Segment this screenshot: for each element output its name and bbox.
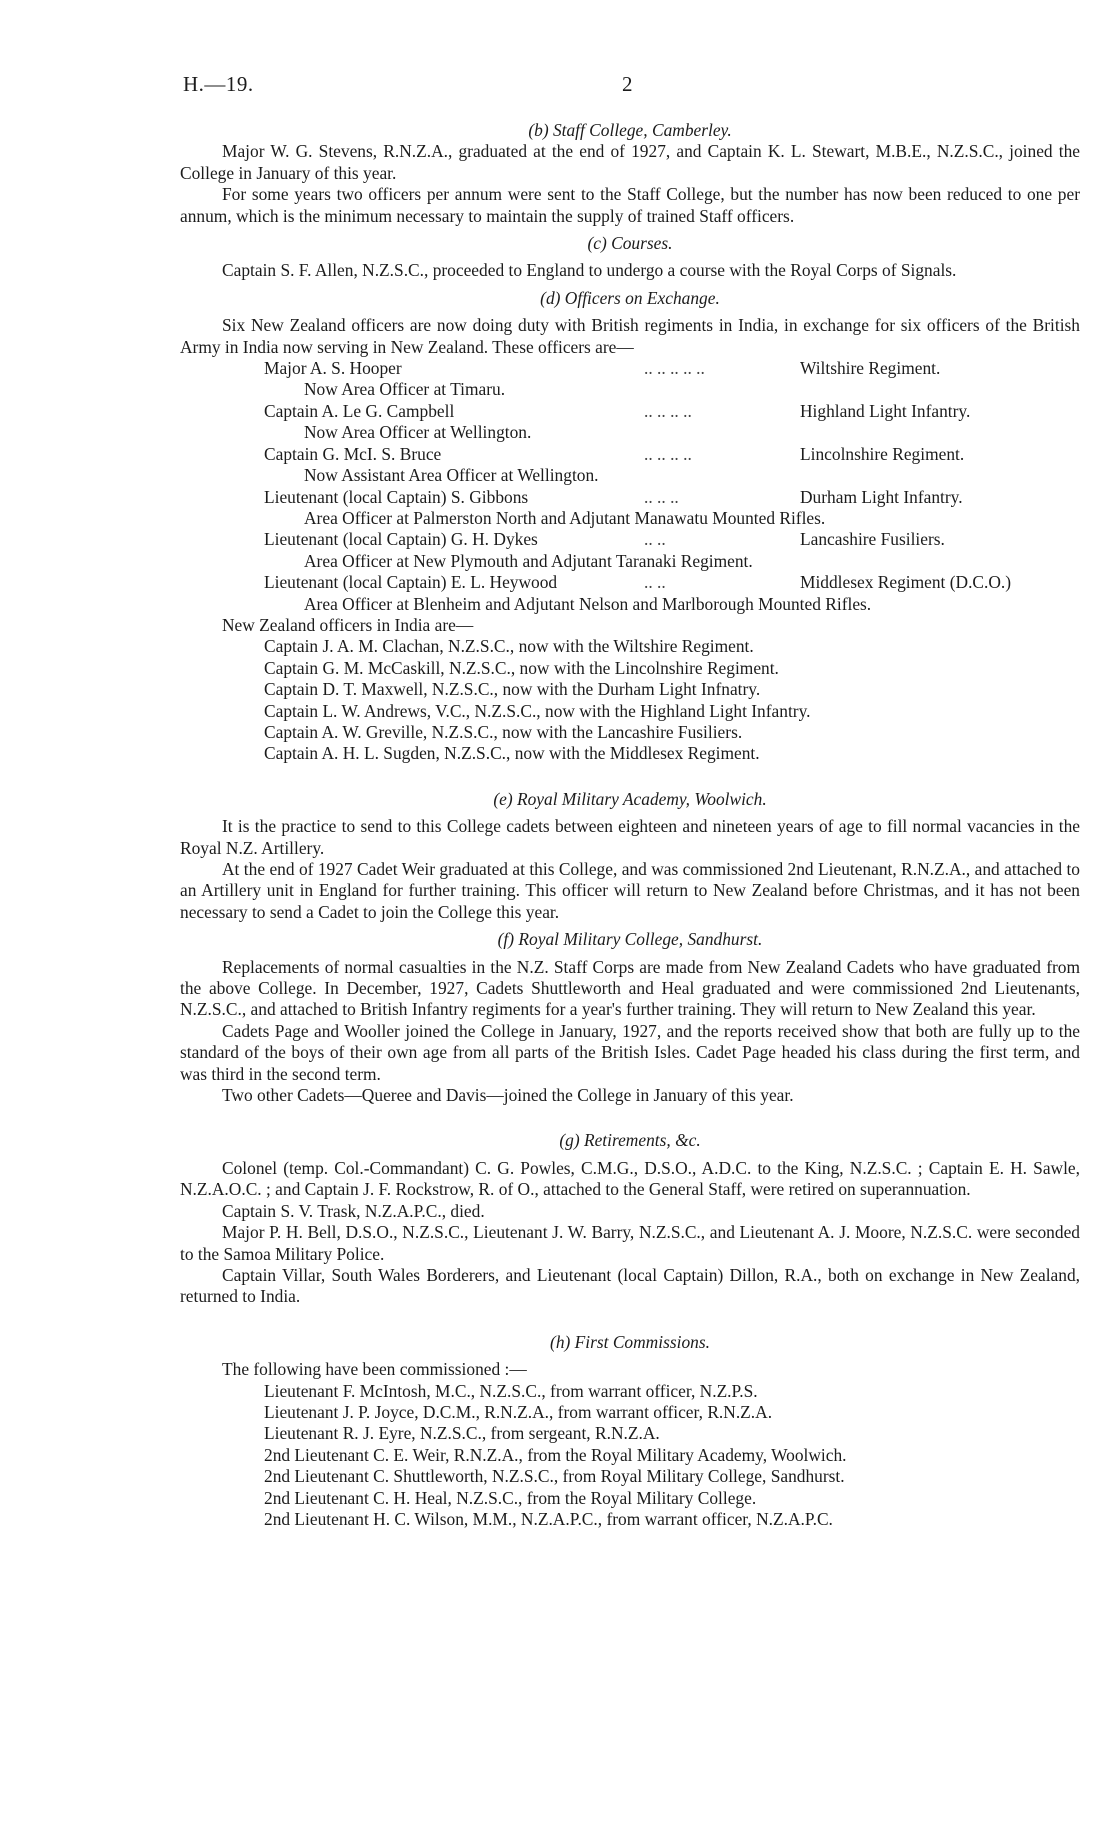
officer-name: Lieutenant (local Captain) G. H. Dykes xyxy=(264,529,538,550)
leader-dots: .. .. xyxy=(644,529,666,550)
list-item: Lieutenant R. J. Eyre, N.Z.S.C., from sergeant, R.N.Z.A. xyxy=(264,1423,660,1444)
paragraph: Captain S. F. Allen, N.Z.S.C., proceeded to England to undergo a course with the Royal Corps of Signals. xyxy=(222,260,957,281)
regiment-name: Lincolnshire Regiment. xyxy=(800,443,965,464)
section-woolwich xyxy=(180,789,1080,923)
list-item: Captain A. H. L. Sugden, N.Z.S.C., now with the Middlesex Regiment. xyxy=(264,743,760,764)
exchange-officer-entry xyxy=(180,529,1080,572)
list-item: 2nd Lieutenant H. C. Wilson, M.M., N.Z.A.P.C., from warrant officer, N.Z.A.P.C. xyxy=(264,1508,833,1529)
officer-name: Major A. S. Hooper xyxy=(264,358,402,379)
officer-name: Lieutenant (local Captain) S. Gibbons xyxy=(264,486,529,507)
list-item: Captain A. W. Greville, N.Z.S.C., now with the Lancashire Fusiliers. xyxy=(264,721,743,742)
officer-posting: Area Officer at Palmerston North and Adjutant Manawatu Mounted Rifles. xyxy=(304,507,826,528)
exchange-officer-entry xyxy=(180,487,1080,530)
exchange-officer-entry xyxy=(180,444,1080,487)
list-item: 2nd Lieutenant C. Shuttleworth, N.Z.S.C., from Royal Military College, Sandhurst. xyxy=(264,1466,845,1487)
list-item: 2nd Lieutenant C. E. Weir, R.N.Z.A., from the Royal Military Academy, Woolwich. xyxy=(264,1444,847,1465)
section-heading: (h) First Commissions. xyxy=(550,1331,710,1352)
leader-dots: .. .. xyxy=(644,572,666,593)
paragraph: Two other Cadets—Queree and Davis—joined the College in January of this year. xyxy=(222,1085,794,1106)
paragraph: Major P. H. Bell, D.S.O., N.Z.S.C., Lieutenant J. W. Barry, N.Z.S.C., and Lieutenant A. J. Moore, N.Z.S.C. were seconded to the Samoa Military Police. xyxy=(180,1222,1080,1264)
document-body xyxy=(180,120,1080,1530)
officer-name: Lieutenant (local Captain) E. L. Heywood xyxy=(264,572,558,593)
officer-posting: Area Officer at Blenheim and Adjutant Nelson and Marlborough Mounted Rifles. xyxy=(304,593,872,614)
section-retirements xyxy=(180,1130,1080,1307)
leader-dots: .. .. .. .. .. xyxy=(644,358,705,379)
section-heading: (b) Staff College, Camberley. xyxy=(528,120,732,140)
nz-officers-intro: New Zealand officers in India are— xyxy=(222,614,474,635)
paragraph: Captain Villar, South Wales Borderers, and Lieutenant (local Captain) Dillon, R.A., both on exchange in New Zealand, returned to India. xyxy=(180,1264,1080,1307)
page-number: 2 xyxy=(622,72,633,96)
section-heading: (f) Royal Military College, Sandhurst. xyxy=(497,929,763,950)
list-item: Captain J. A. M. Clachan, N.Z.S.C., now with the Wiltshire Regiment. xyxy=(264,636,754,657)
list-item: Captain G. M. McCaskill, N.Z.S.C., now with the Lincolnshire Regiment. xyxy=(264,657,779,678)
paragraph: At the end of 1927 Cadet Weir graduated at this College, and was commissioned 2nd Lieutenant, R.N.Z.A., and attached to an Artillery unit in England for further training. This officer will return to New Zealand before Christmas, and it has not been necessary to send a Cadet to join the College this year. xyxy=(180,859,1080,922)
regiment-name: Wiltshire Regiment. xyxy=(800,358,941,379)
officer-posting: Now Area Officer at Wellington. xyxy=(304,422,532,443)
section-officers-on-exchange xyxy=(180,288,1080,765)
officer-posting: Area Officer at New Plymouth and Adjutant Taranaki Regiment. xyxy=(304,550,753,571)
list-item: Captain L. W. Andrews, V.C., N.Z.S.C., now with the Highland Light Infantry. xyxy=(264,700,811,721)
paragraph: Major W. G. Stevens, R.N.Z.A., graduated at the end of 1927, and Captain K. L. Stewart, M.B.E., N.Z.S.C., joined the College in January of this year. xyxy=(180,141,1080,183)
leader-dots: .. .. .. .. xyxy=(644,443,692,464)
leader-dots: .. .. .. xyxy=(644,486,679,507)
regiment-name: Lancashire Fusiliers. xyxy=(800,529,945,550)
exchange-officer-entry xyxy=(180,572,1080,615)
regiment-name: Highland Light Infantry. xyxy=(800,400,971,421)
list-item: Lieutenant J. P. Joyce, D.C.M., R.N.Z.A., from warrant officer, R.N.Z.A. xyxy=(264,1401,773,1422)
section-heading: (d) Officers on Exchange. xyxy=(540,287,720,308)
list-item: Lieutenant F. McIntosh, M.C., N.Z.S.C., from warrant officer, N.Z.P.S. xyxy=(264,1380,758,1401)
section-heading: (g) Retirements, &c. xyxy=(559,1130,701,1151)
officer-posting: Now Assistant Area Officer at Wellington. xyxy=(304,465,599,486)
regiment-name: Middlesex Regiment (D.C.O.) xyxy=(800,572,1012,593)
paragraph: Replacements of normal casualties in the N.Z. Staff Corps are made from New Zealand Cadets who have graduated from the above College. In December, 1927, Cadets Shuttleworth and Heal graduated and were commissioned 2nd Lieutenants, N.Z.S.C., and attached to British Infantry regiments for a year's further training. They will return to New Zealand this year. xyxy=(180,956,1080,1020)
section-first-commissions xyxy=(180,1332,1080,1531)
list-item: Captain D. T. Maxwell, N.Z.S.C., now with the Durham Light Infnatry. xyxy=(264,679,761,700)
section-staff-college xyxy=(180,120,1080,227)
list-item: 2nd Lieutenant C. H. Heal, N.Z.S.C., from the Royal Military College. xyxy=(264,1487,757,1508)
paragraph: Captain S. V. Trask, N.Z.A.P.C., died. xyxy=(222,1200,485,1221)
paragraph: For some years two officers per annum were sent to the Staff College, but the number has now been reduced to one per annum, which is the minimum necessary to maintain the supply of trained Staff officers. xyxy=(180,184,1080,226)
commissions-intro: The following have been commissioned :— xyxy=(222,1359,527,1380)
officer-name: Captain A. Le G. Campbell xyxy=(264,400,455,421)
officer-name: Captain G. McI. S. Bruce xyxy=(264,443,442,464)
section-heading: (e) Royal Military Academy, Woolwich. xyxy=(493,788,767,809)
paragraph: Cadets Page and Wooller joined the College in January, 1927, and the reports received show that both are fully up to the standard of the boys of their own age from all parts of the British Isles. Cadet Page headed his class during the first term, and was third in the second term. xyxy=(180,1020,1080,1084)
paragraph: Colonel (temp. Col.-Commandant) C. G. Powles, C.M.G., D.S.O., A.D.C. to the King, N.Z.S.C. ; Captain E. H. Sawle, N.Z.A.O.C. ; and Captain J. F. Rockstrow, R. of O., attached to the General Staff, were retired on superannuation. xyxy=(180,1157,1080,1200)
regiment-name: Durham Light Infantry. xyxy=(800,486,963,507)
exchange-officer-entry xyxy=(180,358,1080,401)
report-identifier: H.—19. xyxy=(183,72,254,96)
paragraph: Six New Zealand officers are now doing duty with British regiments in India, in exchange for six officers of the British Army in India now serving in New Zealand. These officers are— xyxy=(180,315,1080,357)
officer-posting: Now Area Officer at Timaru. xyxy=(304,379,506,400)
exchange-officer-entry xyxy=(180,401,1080,444)
commissions-list xyxy=(180,1381,1080,1531)
paragraph: It is the practice to send to this College cadets between eighteen and nineteen years of age to fill normal vacancies in the Royal N.Z. Artillery. xyxy=(180,816,1080,858)
section-sandhurst xyxy=(180,929,1080,1106)
nz-officers-list xyxy=(180,636,1080,764)
section-courses xyxy=(180,233,1080,282)
section-heading: (c) Courses. xyxy=(587,233,673,254)
leader-dots: .. .. .. .. xyxy=(644,400,692,421)
